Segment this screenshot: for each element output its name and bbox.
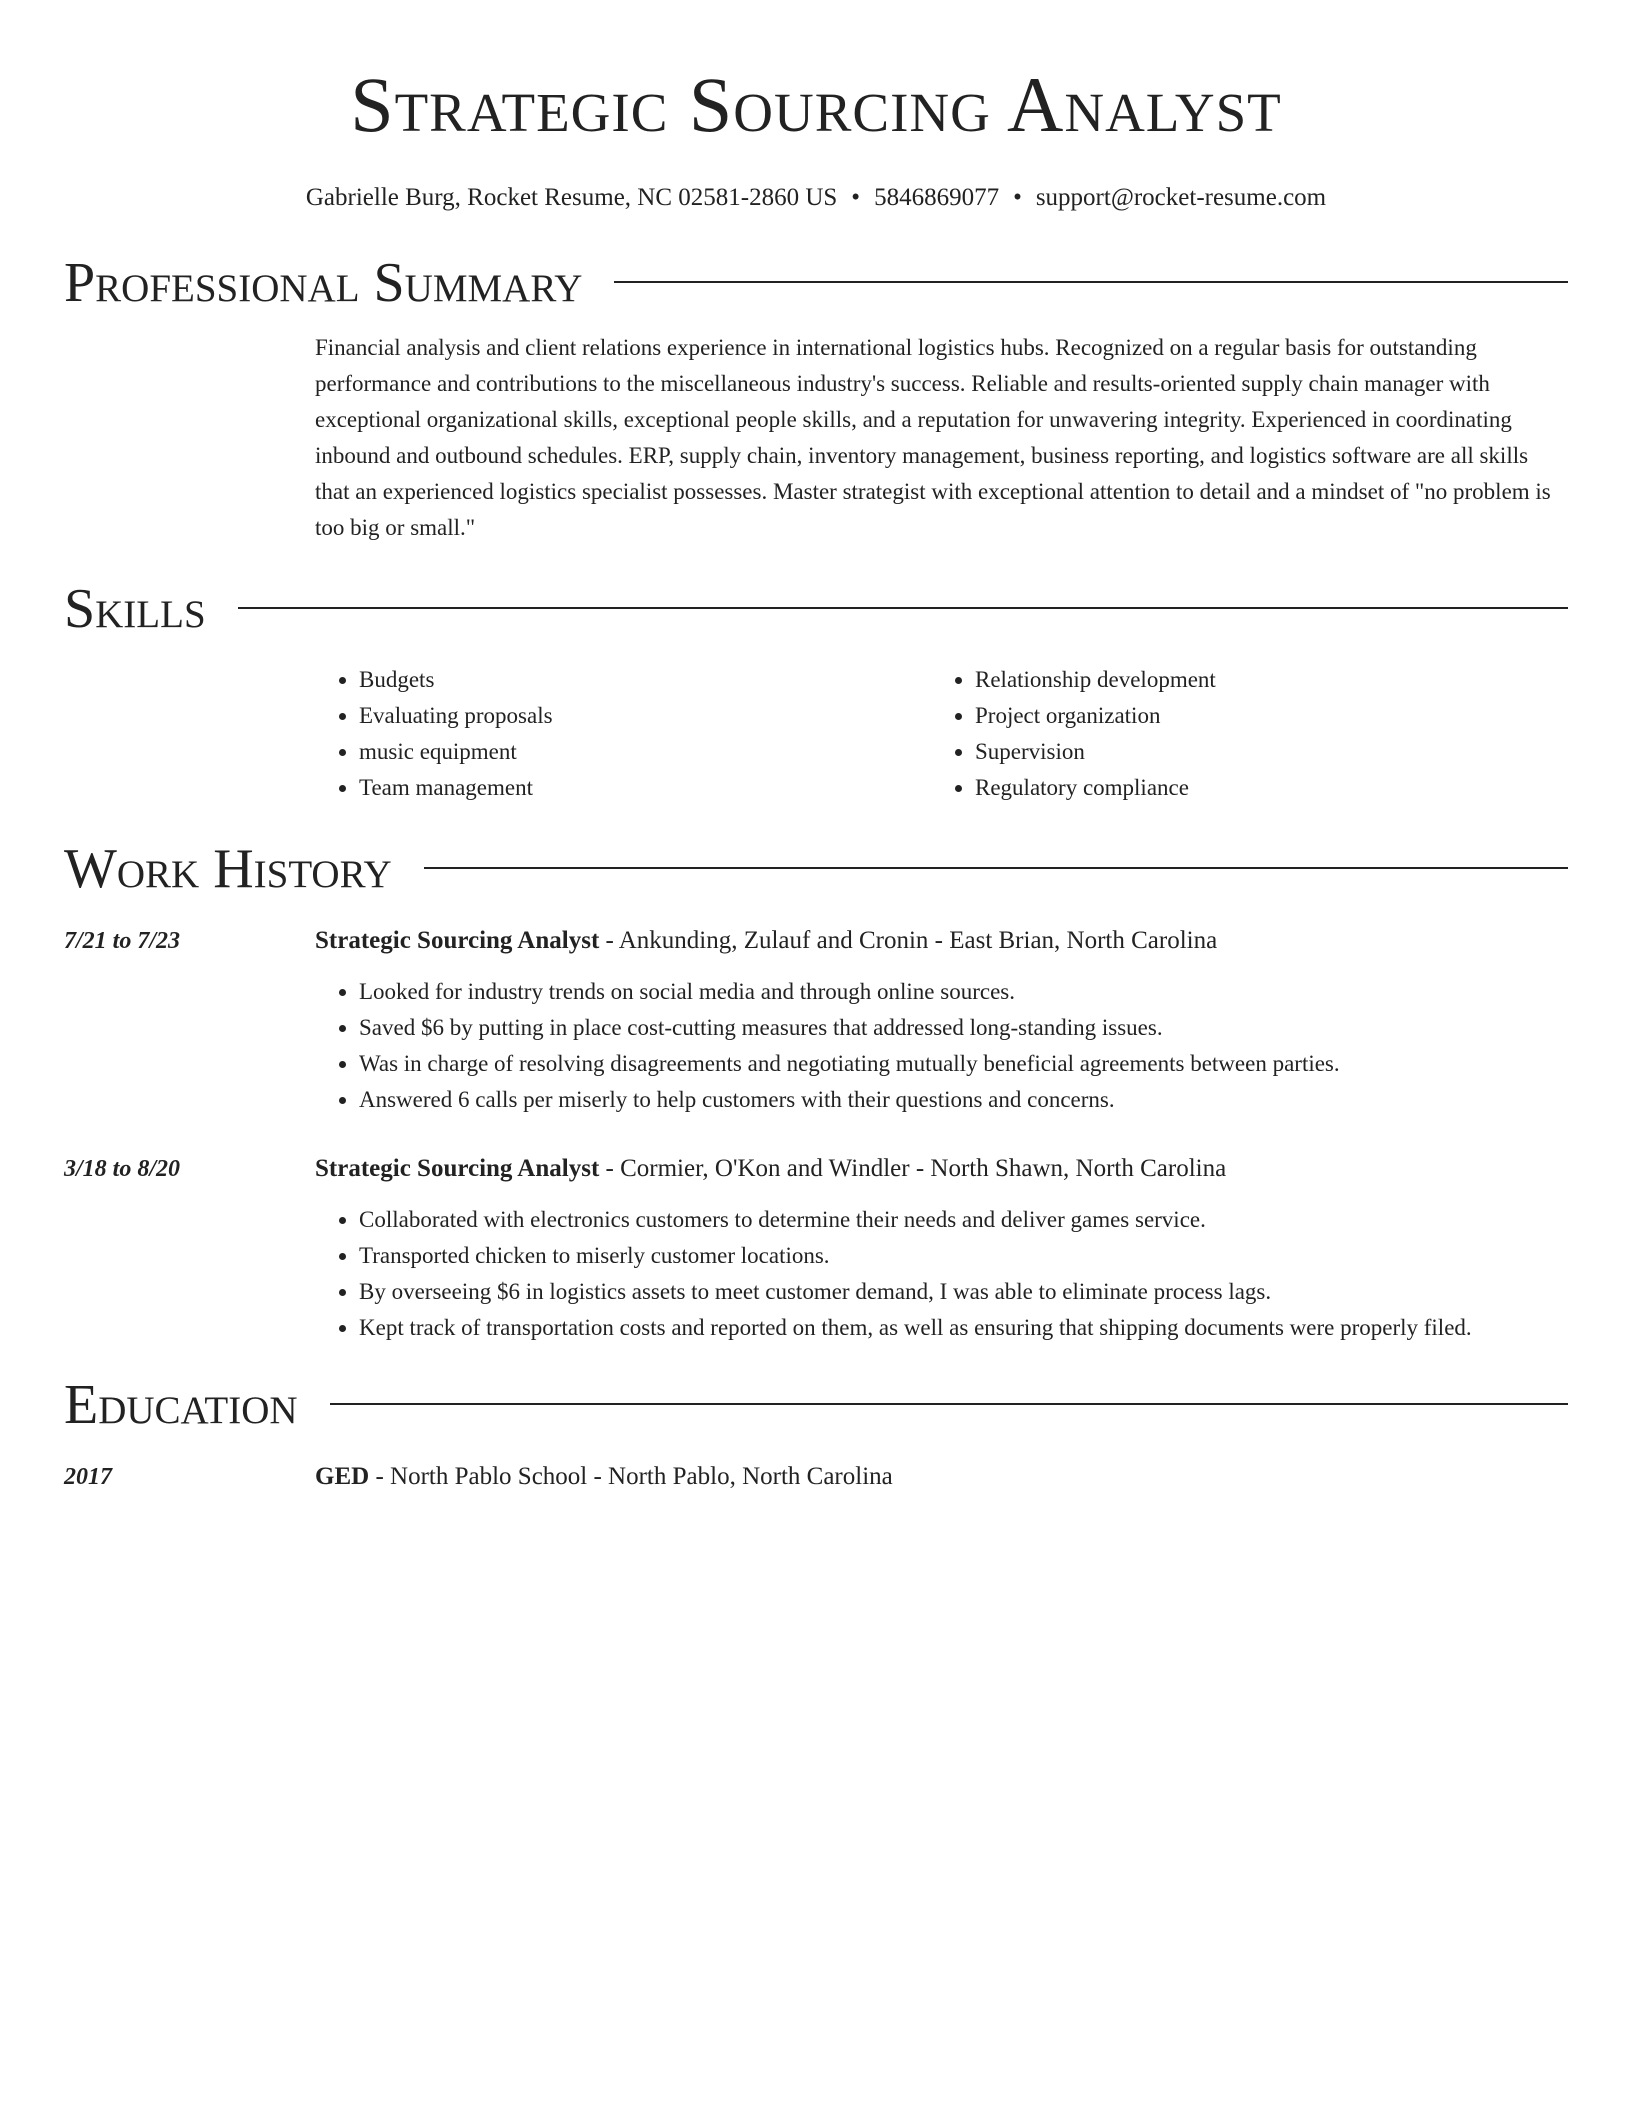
contact-line	[64, 182, 1568, 214]
skill-item: • Relationship development	[975, 662, 1495, 698]
contact-separator: •	[851, 184, 861, 211]
section-divider	[238, 607, 1568, 609]
work-entry-details: - Ankunding, Zulauf and Cronin - East Brian, North Carolina	[599, 927, 1218, 954]
resume-title: Strategic Sourcing Analyst	[350, 61, 1282, 148]
skills-section-header	[64, 576, 1568, 642]
education-section-header	[64, 1372, 1568, 1438]
summary-section-title: Professional Summary	[64, 252, 583, 314]
work-bullet: • Kept track of transportation costs and reported on them, as well as ensuring that shipping documents were properly filed.	[359, 1310, 1568, 1346]
work-entry-heading	[315, 1152, 1568, 1186]
work-bullet: • Answered 6 calls per miserly to help customers with their questions and concerns.	[359, 1082, 1568, 1118]
work-entry-heading	[315, 924, 1568, 958]
summary-text: Financial analysis and client relations experience in international logistics hubs. Recognized on a regular basis for outstanding performance and contributions to the miscellaneous industry's success. Reliable and results-oriented supply chain manager with exceptional organizational skills, exceptional people skills, and a reputation for unwavering integrity. Experienced in coordinating inbound and outbound schedules. ERP, supply chain, inventory management, business reporting, and logistics software are all skills that an experienced logistics specialist possesses. Master strategist with exceptional attention to detail and a mindset of "no problem is too big or small."	[315, 335, 1551, 540]
work-entry-bullets	[315, 1202, 1568, 1346]
section-divider	[424, 867, 1568, 869]
work-entry-dates: 3/18 to 8/20	[64, 1156, 181, 1182]
work-bullet: • Transported chicken to miserly customer locations.	[359, 1238, 1568, 1274]
work-entry-dates: 7/21 to 7/23	[64, 928, 181, 954]
skill-item: • Project organization	[975, 698, 1495, 734]
section-divider	[330, 1403, 1568, 1405]
skills-grid	[315, 662, 1568, 806]
work-entry	[64, 924, 1568, 1118]
education-entry-heading	[315, 1460, 1568, 1494]
skill-item: • Regulatory compliance	[975, 770, 1495, 806]
contact-email: support@rocket-resume.com	[1035, 184, 1327, 211]
education-entry	[64, 1460, 1568, 1494]
work-entry-bullets	[315, 974, 1568, 1118]
work-entry	[64, 1152, 1568, 1346]
education-degree: GED	[315, 1463, 370, 1490]
skill-item: • Team management	[359, 770, 931, 806]
education-section-title: Education	[64, 1374, 298, 1436]
education-details: - North Pablo School - North Pablo, North Carolina	[369, 1463, 893, 1490]
contact-address: Gabrielle Burg, Rocket Resume, NC 02581-2860 US	[305, 184, 838, 211]
work-bullet: • Was in charge of resolving disagreements and negotiating mutually beneficial agreements between parties.	[359, 1046, 1568, 1082]
work-history-section-title: Work History	[64, 838, 392, 900]
skills-list-left	[315, 662, 931, 806]
skill-item: • music equipment	[359, 734, 931, 770]
work-bullet: • Looked for industry trends on social media and through online sources.	[359, 974, 1568, 1010]
work-entry-role: Strategic Sourcing Analyst	[315, 927, 600, 954]
work-bullet: • By overseeing $6 in logistics assets to meet customer demand, I was able to eliminate process lags.	[359, 1274, 1568, 1310]
skill-item: • Budgets	[359, 662, 931, 698]
skill-item: • Evaluating proposals	[359, 698, 931, 734]
contact-phone: 5846869077	[874, 184, 1000, 211]
skills-section-title: Skills	[64, 578, 206, 640]
work-bullet: • Saved $6 by putting in place cost-cutting measures that addressed long-standing issues.	[359, 1010, 1568, 1046]
contact-separator: •	[1013, 184, 1022, 211]
work-entry-details: - Cormier, O'Kon and Windler - North Shawn, North Carolina	[599, 1155, 1227, 1182]
skills-list-right	[931, 662, 1495, 806]
work-history-section-header	[64, 836, 1568, 902]
education-entry-date: 2017	[64, 1464, 112, 1490]
summary-section-header	[64, 250, 1568, 316]
work-bullet: • Collaborated with electronics customers to determine their needs and deliver games service.	[359, 1202, 1568, 1238]
work-entry-body	[315, 924, 1568, 1118]
work-entry-role: Strategic Sourcing Analyst	[315, 1155, 600, 1182]
work-entry-body	[315, 1152, 1568, 1346]
skill-item: • Supervision	[975, 734, 1495, 770]
education-entry-body	[315, 1460, 1568, 1494]
section-divider	[614, 281, 1568, 283]
